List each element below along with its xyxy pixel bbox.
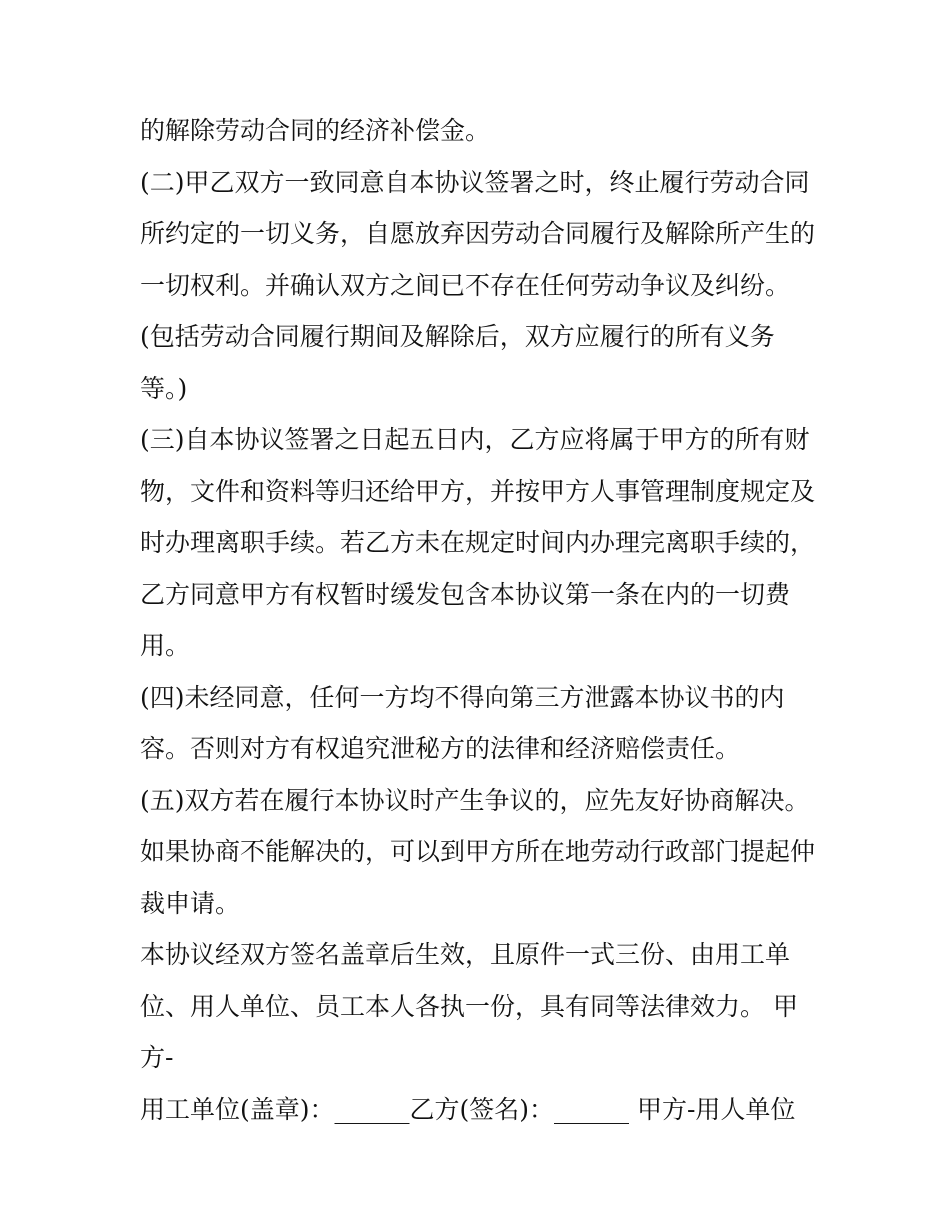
text-line: (四)未经同意，任何一方均不得向第三方泄露本协议书的内 (140, 682, 785, 712)
document-body (140, 105, 830, 1135)
text-line: 裁申请。 (140, 888, 241, 918)
text-line: 等。) (140, 373, 188, 403)
text-line: 用。 (140, 631, 191, 660)
text-line: 如果协商不能解决的，可以到甲方所在地劳动行政部门提起仲 (140, 837, 816, 866)
text-line: 时办理离职手续。若乙方未在规定时间内办理完离职手续的， (140, 528, 816, 557)
signature-line: 用工单位(盖章)：______乙方(签名)：______ 甲方-用人单位 (140, 1094, 796, 1124)
text-line: 乙方同意甲方有权暂时缓发包含本协议第一条在内的一切费 (140, 579, 791, 609)
text-line: 位、用人单位、员工本人各执一份，具有同等法律效力。 甲 (140, 991, 798, 1021)
text-line: (包括劳动合同履行期间及解除后，双方应履行的所有义务 (140, 322, 775, 351)
text-line: 物，文件和资料等归还给甲方，并按甲方人事管理制度规定及 (140, 476, 816, 506)
text-line: (五)双方若在履行本协议时产生争议的，应先友好协商解决。 (140, 785, 810, 815)
text-line: 一切权利。并确认双方之间已不存在任何劳动争议及纠纷。 (140, 270, 791, 300)
text-line: 容。否则对方有权追究泄秘方的法律和经济赔偿责任。 (140, 734, 741, 763)
text-line: 的解除劳动合同的经济补偿金。 (140, 116, 491, 145)
text-line: (三)自本协议签署之日起五日内，乙方应将属于甲方的所有财 (140, 425, 810, 454)
text-line: 所约定的一切义务，自愿放弃因劳动合同履行及解除所产生的 (140, 219, 816, 248)
text-line: (二)甲乙双方一致同意自本协议签署之时，终止履行劳动合同 (140, 167, 810, 197)
text-line: 方- (140, 1043, 174, 1072)
text-line: 本协议经双方签名盖章后生效，且原件一式三份、由用工单 (140, 940, 791, 969)
